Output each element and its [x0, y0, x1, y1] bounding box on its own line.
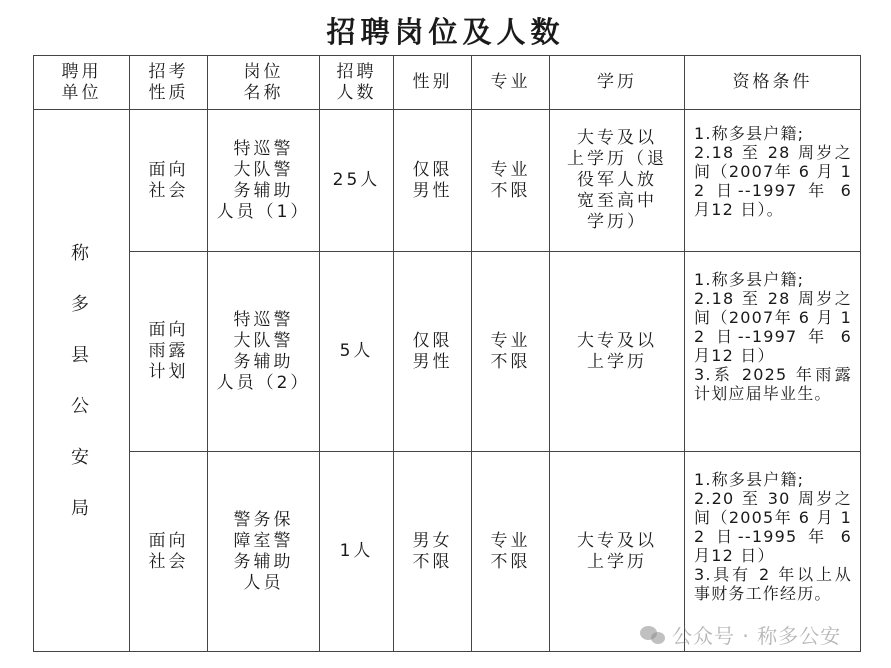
header-education: 学历: [550, 56, 685, 110]
employer-char: 县: [71, 344, 92, 366]
watermark: [640, 620, 841, 649]
major-cell: 专业 不限: [472, 252, 550, 452]
employer-char: 安: [71, 446, 92, 468]
requirements-cell: 1.称多县户籍; 2.18 至 28 周岁之间（2007年 6 月 12 日--1997 年 6 月12 日） 3.系 2025 年雨露计划应届毕业生。: [685, 252, 861, 452]
education-cell: 大专及以 上学历（退 役军人放 宽至高中 学历）: [550, 110, 685, 252]
count-cell: 25人: [320, 110, 394, 252]
position-cell: 特巡警 大队警 务辅助 人员（2）: [208, 252, 320, 452]
header-major: 专业: [472, 56, 550, 110]
header-nature: 招考 性质: [130, 56, 208, 110]
employer-char: 公: [71, 395, 92, 417]
education-cell: 大专及以 上学历: [550, 452, 685, 652]
gender-cell: 仅限 男性: [394, 110, 472, 252]
table-row: [34, 252, 861, 452]
requirements-cell: 1.称多县户籍; 2.20 至 30 周岁之间（2005年 6 月 12 日--1995 年 6 月12 日） 3.具有 2 年以上从事财务工作经历。: [685, 452, 861, 652]
education-cell: 大专及以 上学历: [550, 252, 685, 452]
employer-char: 称: [71, 242, 92, 264]
wechat-icon: [640, 625, 666, 645]
header-count: 招聘 人数: [320, 56, 394, 110]
gender-cell: 仅限 男性: [394, 252, 472, 452]
header-unit: 聘用 单位: [34, 56, 130, 110]
nature-cell: 面向 社会: [130, 452, 208, 652]
header-row: [34, 56, 861, 110]
header-gender: 性别: [394, 56, 472, 110]
page-title: 招聘岗位及人数: [326, 15, 565, 49]
header-requirements: 资格条件: [685, 56, 861, 110]
employer-char: 局: [71, 497, 92, 519]
gender-cell: 男女 不限: [394, 452, 472, 652]
employer-char: 多: [71, 293, 92, 315]
table-row: [34, 110, 861, 252]
count-cell: 5人: [320, 252, 394, 452]
employer-cell: [34, 110, 130, 652]
watermark-text: 公众号 · 称多公安: [672, 624, 842, 648]
position-cell: 特巡警 大队警 务辅助 人员（1）: [208, 110, 320, 252]
major-cell: 专业 不限: [472, 452, 550, 652]
count-cell: 1人: [320, 452, 394, 652]
requirements-cell: 1.称多县户籍; 2.18 至 28 周岁之间（2007年 6 月 12 日--1997 年 6 月12 日）。: [685, 110, 861, 252]
header-position: 岗位 名称: [208, 56, 320, 110]
position-cell: 警务保 障室警 务辅助 人员: [208, 452, 320, 652]
major-cell: 专业 不限: [472, 110, 550, 252]
recruitment-table: [33, 55, 861, 652]
nature-cell: 面向 雨露 计划: [130, 252, 208, 452]
nature-cell: 面向 社会: [130, 110, 208, 252]
